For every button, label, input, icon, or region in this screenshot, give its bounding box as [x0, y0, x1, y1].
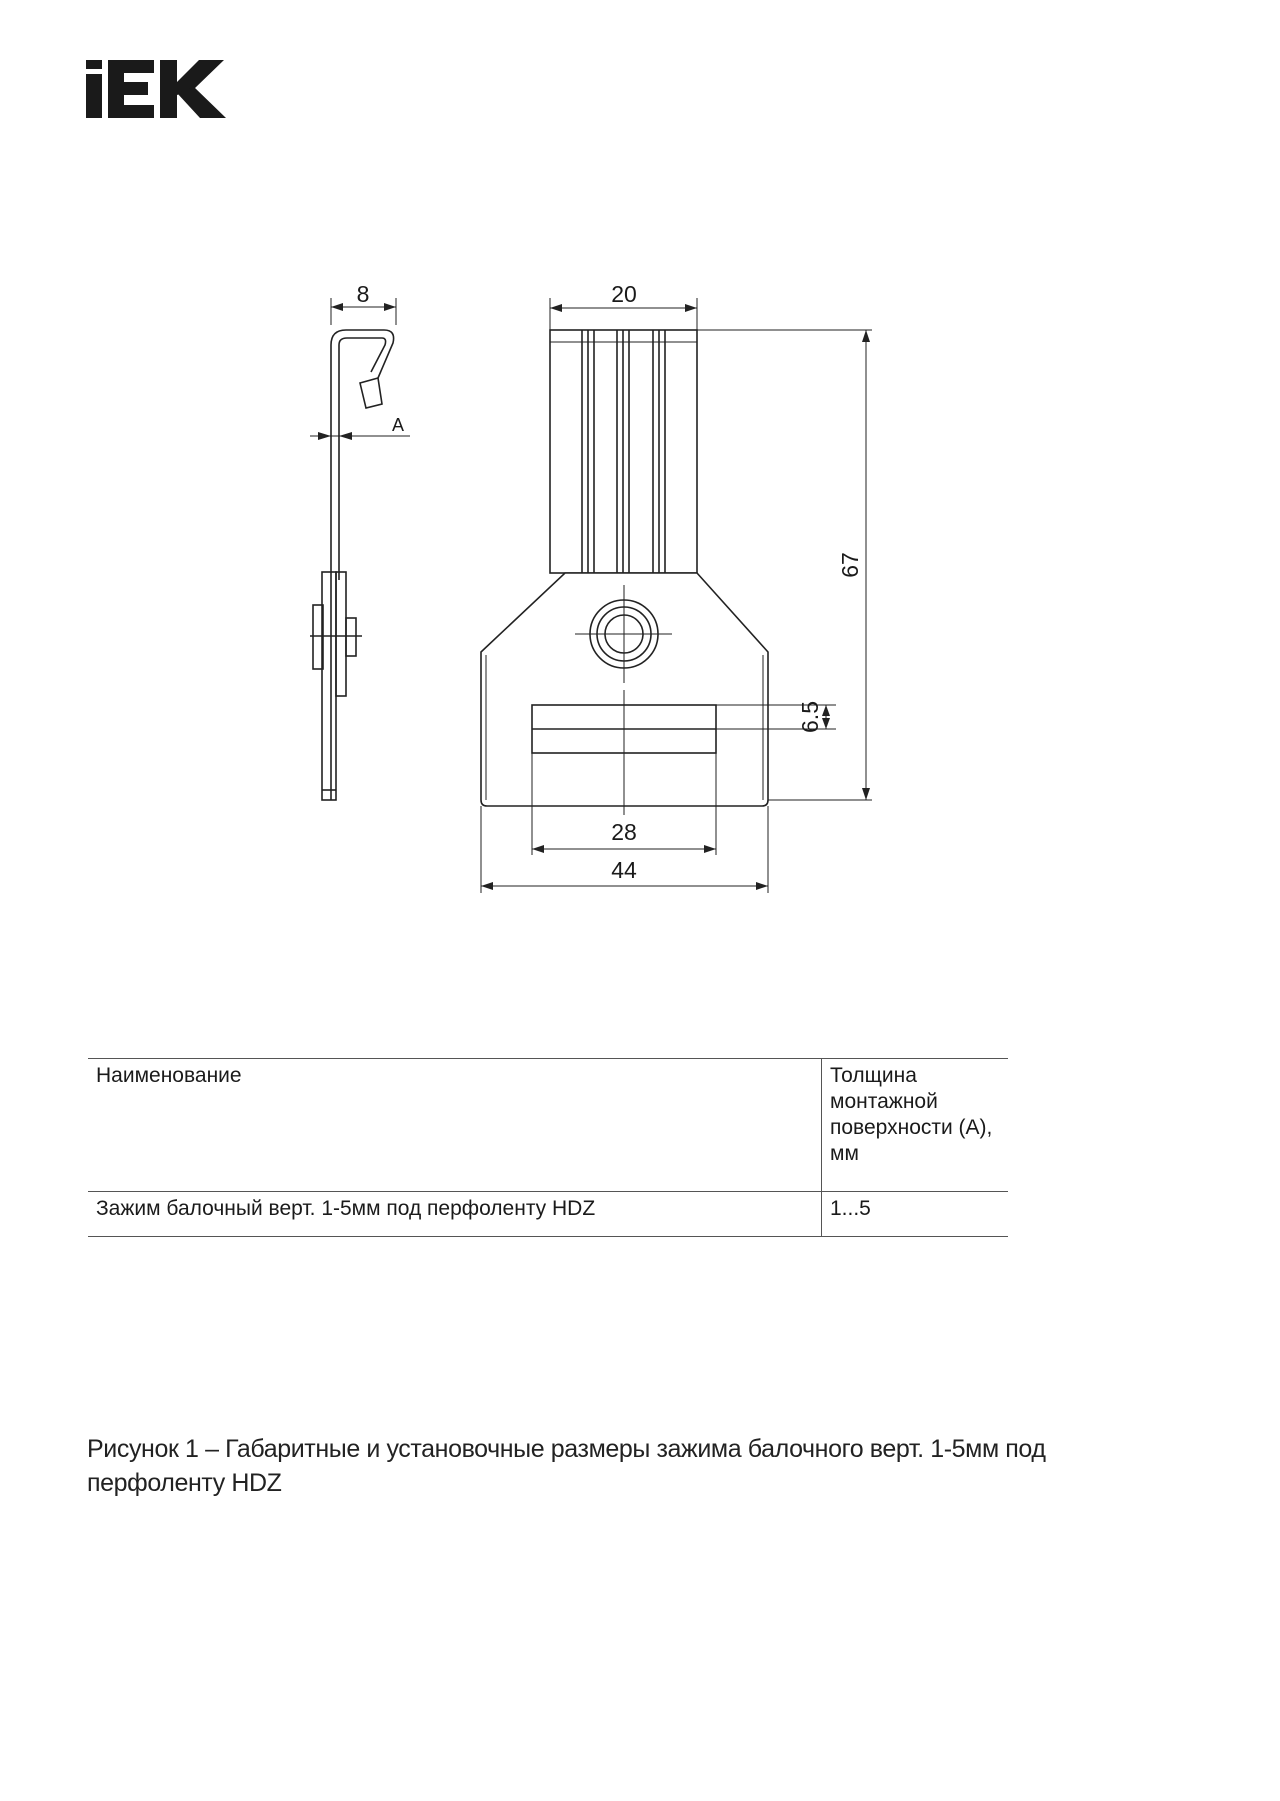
header-thickness: Толщина монтажной поверхности (А), мм: [822, 1059, 1009, 1192]
dim-6-5-label: 6.5: [797, 701, 823, 733]
dim-44-label: 44: [611, 857, 637, 883]
dim-20-label: 20: [611, 281, 637, 307]
caption-line-2: перфоленту HDZ: [87, 1469, 282, 1497]
row-name: Зажим балочный верт. 1-5мм под перфоленту HDZ: [88, 1192, 822, 1237]
dim-67-label: 67: [837, 552, 863, 578]
caption-line-1: Рисунок 1 – Габаритные и установочные размеры зажима балочного верт. 1-5мм под: [87, 1435, 1046, 1463]
dim-a-label: A: [391, 415, 405, 435]
table-header-row: [88, 1059, 1008, 1192]
side-view: [310, 298, 410, 800]
front-view: [481, 298, 872, 893]
spec-table: [88, 1058, 1008, 1237]
table-row: [88, 1192, 1008, 1237]
dim-28-label: 28: [611, 819, 637, 845]
header-name: Наименование: [88, 1059, 822, 1192]
figure-caption: [87, 1432, 1187, 1500]
dim-8-label: 8: [356, 281, 370, 307]
row-thickness: 1...5: [822, 1192, 1009, 1237]
